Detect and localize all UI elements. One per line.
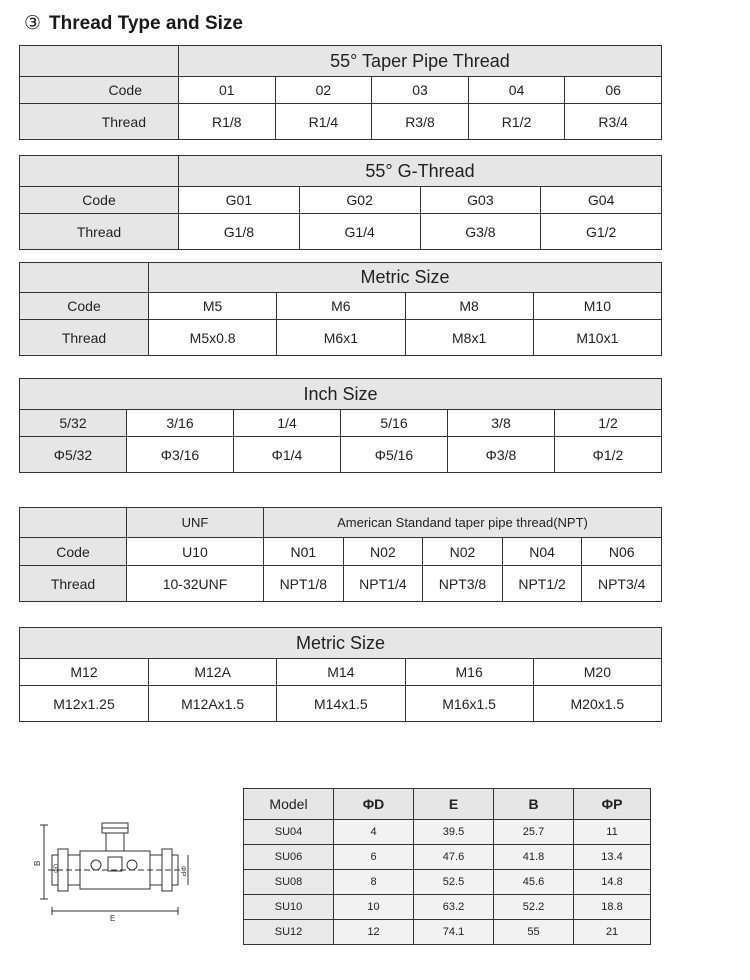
metric-large-code: M16	[405, 659, 533, 686]
model-cell: 14.8	[574, 870, 651, 895]
model-header: Model	[244, 789, 334, 820]
taper-code: 03	[372, 77, 469, 104]
metric-code: M5	[149, 293, 277, 320]
model-cell: SU12	[244, 920, 334, 945]
npt-code: N02	[423, 538, 503, 566]
metric-code: M8	[405, 293, 533, 320]
model-cell: 8	[334, 870, 414, 895]
model-header: ΦP	[574, 789, 651, 820]
g-thread-code: G02	[299, 187, 420, 214]
taper-corner	[20, 46, 179, 77]
npt-thread: NPT1/2	[502, 566, 582, 602]
model-cell: SU06	[244, 845, 334, 870]
model-cell: 25.7	[494, 820, 574, 845]
g-thread-thread-label: Thread	[20, 214, 179, 250]
model-cell: 52.5	[414, 870, 494, 895]
npt-code: N01	[264, 538, 344, 566]
model-cell: 39.5	[414, 820, 494, 845]
inch-diameter: Φ3/16	[127, 437, 234, 473]
g-thread-value: G1/2	[541, 214, 662, 250]
model-cell: 41.8	[494, 845, 574, 870]
inch-diameter: Φ1/2	[555, 437, 662, 473]
unf-thread: 10-32UNF	[127, 566, 264, 602]
label-b: B	[33, 860, 42, 866]
taper-thread: R1/4	[275, 104, 372, 140]
model-cell: 10	[334, 895, 414, 920]
taper-code: 01	[179, 77, 276, 104]
metric-thread: M8x1	[405, 320, 533, 356]
inch-size: 3/16	[127, 410, 234, 437]
section-title: Thread Type and Size	[49, 13, 243, 34]
taper-thread: R1/2	[468, 104, 565, 140]
g-thread-code-label: Code	[20, 187, 179, 214]
model-cell: SU04	[244, 820, 334, 845]
g-thread-title: 55° G-Thread	[179, 156, 662, 187]
metric-code: M10	[533, 293, 661, 320]
taper-code: 02	[275, 77, 372, 104]
taper-title: 55° Taper Pipe Thread	[179, 46, 662, 77]
npt-code: N04	[502, 538, 582, 566]
metric-size-table	[19, 262, 662, 356]
model-header: E	[414, 789, 494, 820]
g-thread-code: G04	[541, 187, 662, 214]
label-p: ΦP	[179, 866, 186, 877]
metric-thread: M5x0.8	[149, 320, 277, 356]
npt-thread: NPT3/8	[423, 566, 503, 602]
inch-title: Inch Size	[20, 379, 662, 410]
inch-size: 1/4	[234, 410, 341, 437]
model-cell: 12	[334, 920, 414, 945]
metric-code-label: Code	[20, 293, 149, 320]
g-thread-value: G1/8	[179, 214, 300, 250]
npt-code: N02	[343, 538, 423, 566]
g-thread-corner	[20, 156, 179, 187]
model-cell: 47.6	[414, 845, 494, 870]
model-cell: 45.6	[494, 870, 574, 895]
metric-large-thread: M12Ax1.5	[149, 686, 277, 722]
metric-size-large-table	[19, 627, 662, 722]
unf-thread-label: Thread	[20, 566, 127, 602]
metric-large-code: M20	[533, 659, 661, 686]
model-dimension-table	[243, 788, 651, 945]
inch-diameter: Φ5/16	[341, 437, 448, 473]
inch-size: 5/32	[20, 410, 127, 437]
model-cell: 18.8	[574, 895, 651, 920]
label-e: E	[110, 914, 116, 923]
metric-large-thread: M20x1.5	[533, 686, 661, 722]
npt-thread: NPT3/4	[582, 566, 662, 602]
unf-code: U10	[127, 538, 264, 566]
model-cell: 13.4	[574, 845, 651, 870]
taper-thread: R3/4	[565, 104, 662, 140]
npt-title: American Standand taper pipe thread(NPT)	[264, 508, 662, 538]
g-thread-value: G1/4	[299, 214, 420, 250]
g-thread-value: G3/8	[420, 214, 541, 250]
label-d: ΦD	[54, 863, 60, 873]
metric-large-code: M14	[277, 659, 405, 686]
taper-code-label: Code	[20, 77, 179, 104]
taper-code: 06	[565, 77, 662, 104]
unf-npt-table	[19, 507, 662, 602]
model-cell: 21	[574, 920, 651, 945]
inch-size: 1/2	[555, 410, 662, 437]
unf-code-label: Code	[20, 538, 127, 566]
metric-title: Metric Size	[149, 263, 662, 293]
metric-thread: M6x1	[277, 320, 405, 356]
inch-diameter: Φ1/4	[234, 437, 341, 473]
fitting-dimension-drawing	[30, 815, 200, 925]
unf-title: UNF	[127, 508, 264, 538]
inch-size: 5/16	[341, 410, 448, 437]
metric-code: M6	[277, 293, 405, 320]
unf-corner	[20, 508, 127, 538]
npt-thread: NPT1/4	[343, 566, 423, 602]
metric-large-title: Metric Size	[20, 628, 662, 659]
metric-large-thread: M14x1.5	[277, 686, 405, 722]
model-cell: SU08	[244, 870, 334, 895]
metric-large-thread: M12x1.25	[20, 686, 149, 722]
g-thread-code: G01	[179, 187, 300, 214]
model-cell: 11	[574, 820, 651, 845]
model-header: ΦD	[334, 789, 414, 820]
metric-large-code: M12	[20, 659, 149, 686]
model-header: B	[494, 789, 574, 820]
model-cell: 6	[334, 845, 414, 870]
taper-code: 04	[468, 77, 565, 104]
taper-thread: R1/8	[179, 104, 276, 140]
metric-corner	[20, 263, 149, 293]
section-number: ③	[24, 13, 42, 34]
taper-thread-table	[19, 45, 662, 140]
inch-diameter: Φ3/8	[448, 437, 555, 473]
metric-large-thread: M16x1.5	[405, 686, 533, 722]
model-cell: 55	[494, 920, 574, 945]
metric-thread-label: Thread	[20, 320, 149, 356]
metric-thread: M10x1	[533, 320, 661, 356]
inch-size-table	[19, 378, 662, 473]
model-cell: 4	[334, 820, 414, 845]
g-thread-code: G03	[420, 187, 541, 214]
npt-thread: NPT1/8	[264, 566, 344, 602]
inch-diameter: Φ5/32	[20, 437, 127, 473]
model-cell: 74.1	[414, 920, 494, 945]
model-cell: SU10	[244, 895, 334, 920]
inch-size: 3/8	[448, 410, 555, 437]
model-cell: 63.2	[414, 895, 494, 920]
taper-thread-label: Thread	[20, 104, 179, 140]
model-cell: 52.2	[494, 895, 574, 920]
taper-thread: R3/8	[372, 104, 469, 140]
npt-code: N06	[582, 538, 662, 566]
g-thread-table	[19, 155, 662, 250]
section-heading	[24, 12, 243, 35]
metric-large-code: M12A	[149, 659, 277, 686]
